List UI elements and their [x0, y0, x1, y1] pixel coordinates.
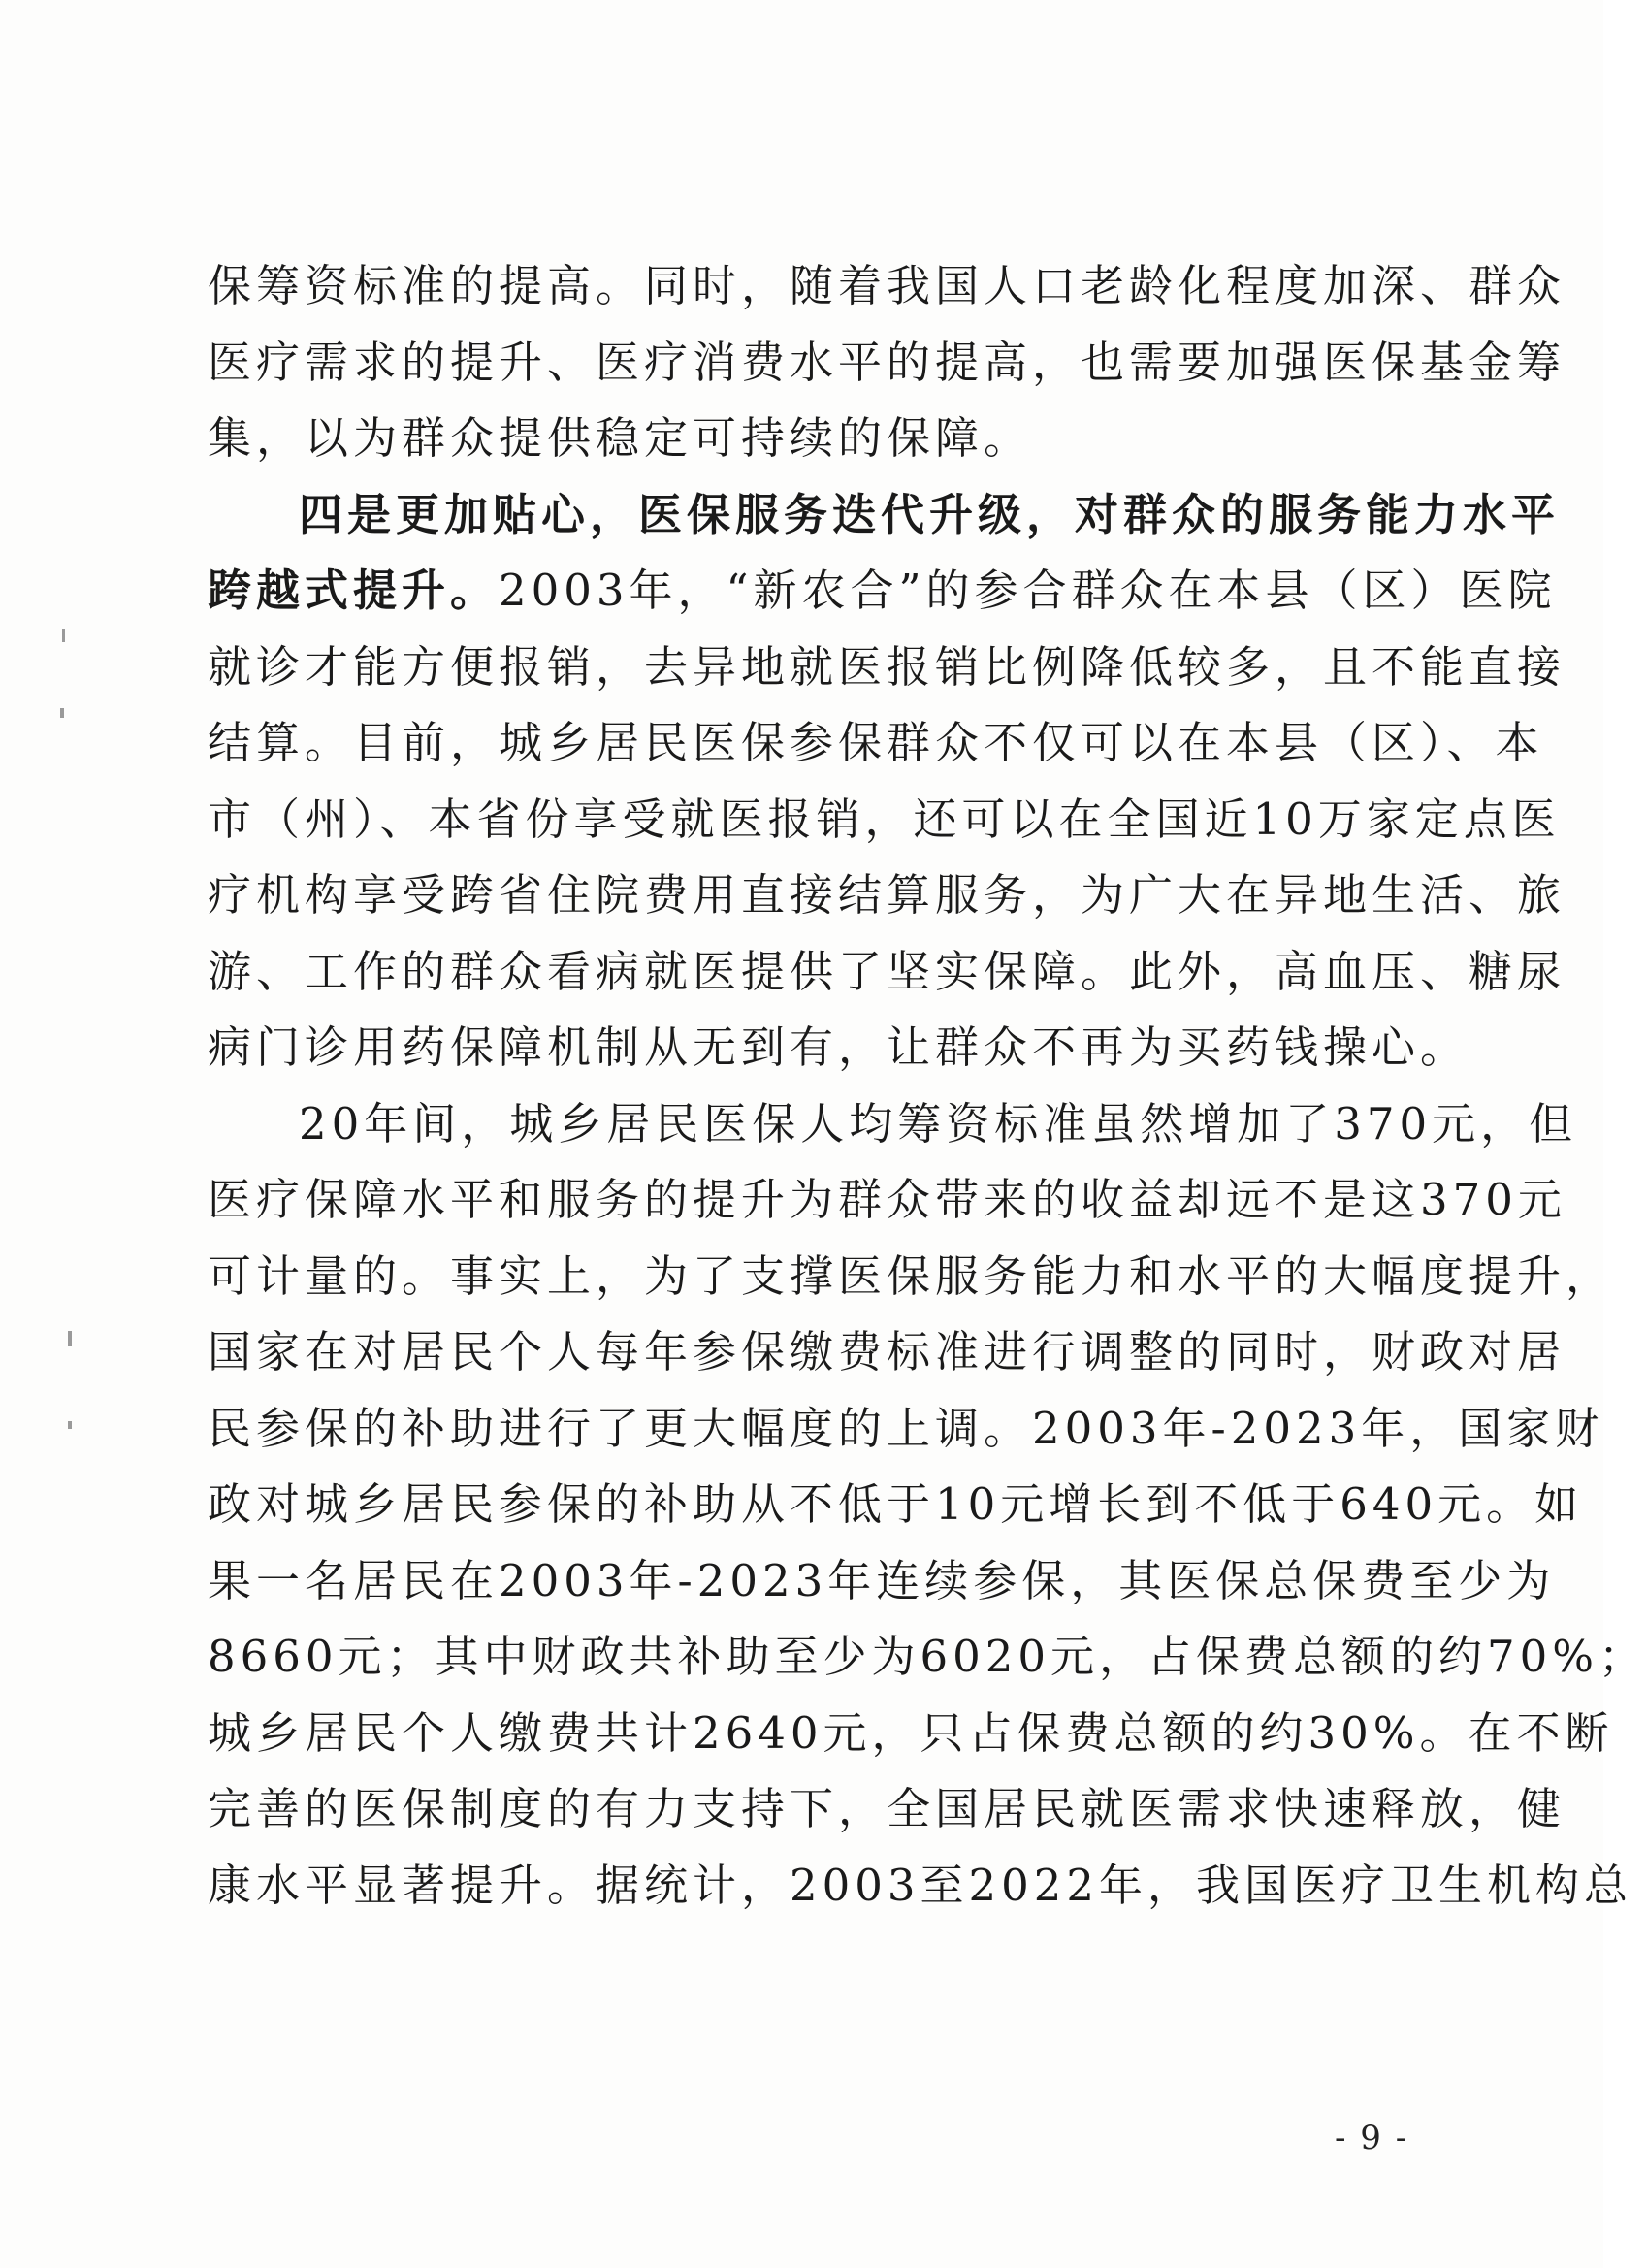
paragraph-line: 完善的医保制度的有力支持下，全国居民就医需求快速释放，健 — [208, 1783, 1566, 1834]
paragraph-line: 游、工作的群众看病就医提供了坚实保障。此外，高血压、糖尿 — [208, 945, 1566, 997]
paragraph-line: 康水平显著提升。据统计，2003至2022年，我国医疗卫生机构总 — [208, 1859, 1633, 1911]
body-text — [208, 248, 1647, 1924]
paragraph-line: 疗机构享受跨省住院费用直接结算服务，为广大在异地生活、旅 — [208, 869, 1566, 921]
scan-mark — [68, 1421, 72, 1429]
paragraph-line: 政对城乡居民参保的补助从不低于10元增长到不低于640元。如 — [208, 1478, 1584, 1530]
paragraph-line: 果一名居民在2003年-2023年连续参保，其医保总保费至少为 — [208, 1554, 1556, 1606]
paragraph-line: 结算。目前，城乡居民医保参保群众不仅可以在本县（区）、本 — [208, 717, 1544, 768]
paragraph-line-rest: 2003年，“新农合”的参合群众在本县（区）医院 — [499, 565, 1557, 616]
section-heading: 四是更加贴心，医保服务迭代升级，对群众的服务能力水平 — [299, 488, 1561, 540]
section-heading-continued: 跨越式提升。 — [208, 565, 500, 616]
paragraph-line: 8660元；其中财政共补助至少为6020元，占保费总额的约70%； — [208, 1631, 1647, 1682]
paragraph-line — [208, 553, 1557, 630]
paragraph-line: 国家在对居民个人每年参保缴费标准进行调整的同时，财政对居 — [208, 1326, 1566, 1377]
paragraph-line: 市（州）、本省份享受就医报销，还可以在全国近10万家定点医 — [208, 793, 1561, 845]
paragraph-line: 民参保的补助进行了更大幅度的上调。2003年-2023年，国家财 — [208, 1402, 1604, 1454]
paragraph-line: 医疗保障水平和服务的提升为群众带来的收益却远不是这370元 — [208, 1174, 1566, 1225]
paragraph-line: 保筹资标准的提高。同时，随着我国人口老龄化程度加深、群众 — [208, 260, 1566, 311]
scan-mark — [68, 1331, 72, 1346]
paragraph-line: 病门诊用药保障机制从无到有，让群众不再为买药钱操心。 — [208, 1021, 1469, 1073]
paragraph-line: 城乡居民个人缴费共计2640元，只占保费总额的约30%。在不断 — [208, 1706, 1614, 1759]
paragraph-line: 就诊才能方便报销，去异地就医报销比例降低较多，且不能直接 — [208, 640, 1566, 693]
paragraph-line: 集，以为群众提供稳定可持续的保障。 — [208, 412, 1033, 464]
scan-mark — [62, 629, 65, 642]
paragraph-line: 医疗需求的提升、医疗消费水平的提高，也需要加强医保基金筹 — [208, 336, 1566, 388]
scan-mark — [60, 708, 64, 718]
paragraph-line: 20年间，城乡居民医保人均筹资标准虽然增加了370元，但 — [299, 1097, 1578, 1150]
page-number: - 9 - — [1335, 2119, 1409, 2157]
paragraph-line: 可计量的。事实上，为了支撑医保服务能力和水平的大幅度提升， — [208, 1249, 1615, 1302]
